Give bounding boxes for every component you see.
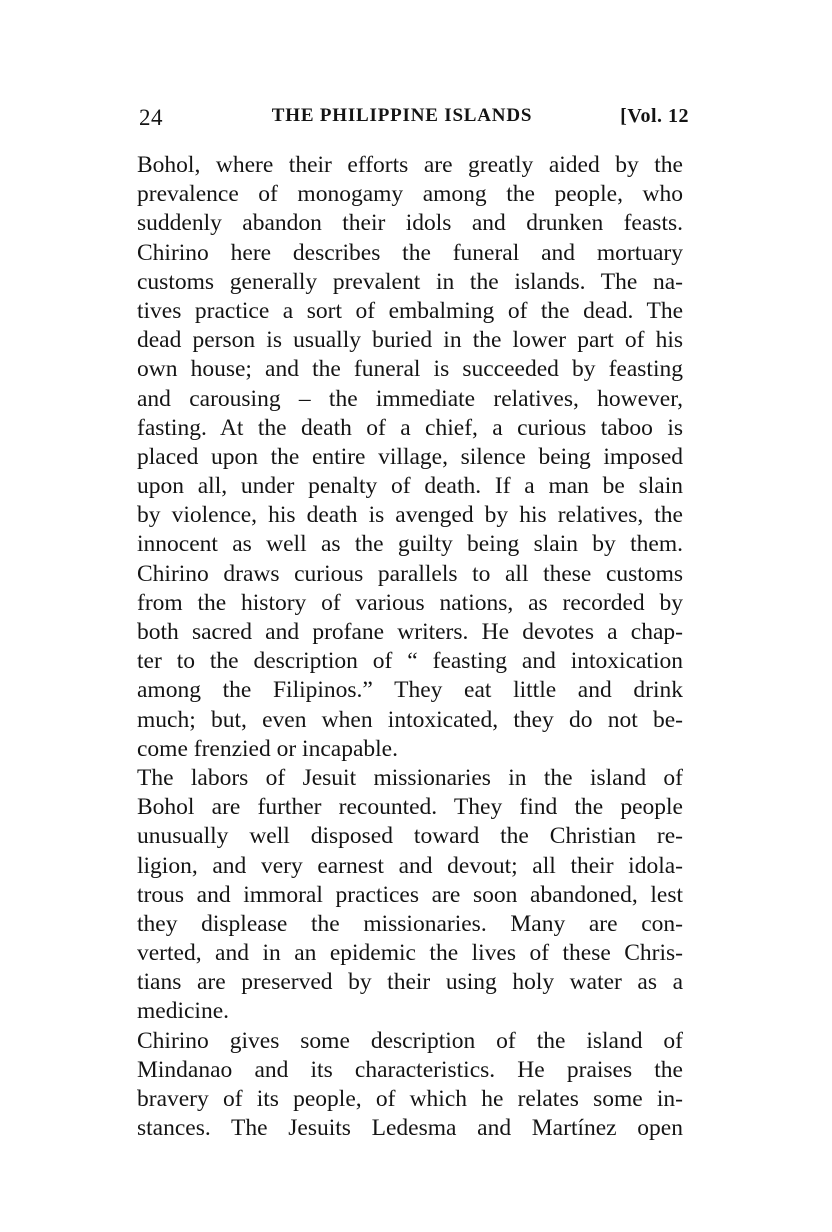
text-line: unusually well disposed toward the Christian re- [137, 823, 683, 850]
text-line: bravery of its people, of which he relates some in- [137, 1086, 683, 1112]
paragraph-3 [137, 764, 683, 1027]
text-line: Bohol are further recounted. They find the people [137, 794, 683, 821]
text-line: customs generally prevalent in the islands. The na- [137, 268, 683, 295]
text-line: dead person is usually buried in the lower part of his [137, 327, 683, 354]
text-line: prevalence of monogamy among the people, who [137, 181, 683, 208]
running-title: THE PHILIPPINE ISLANDS [271, 105, 533, 126]
text-line: come frenzied or incapable. [137, 735, 398, 762]
text-line: stances. The Jesuits Ledesma and Martínez open [137, 1115, 683, 1142]
text-line: suddenly abandon their idols and drunken feasts. [137, 210, 683, 237]
text-line: medicine. [137, 998, 230, 1025]
paragraph-2 [137, 239, 683, 764]
text-line: Chirino draws curious parallels to all these customs [137, 560, 683, 587]
text-line: ter to the description of “ feasting and intoxication [137, 648, 683, 675]
text-line: much; but, even when intoxicated, they do not be- [137, 706, 683, 733]
body-text [137, 151, 683, 1143]
text-line: among the Filipinos.” They eat little and drink [137, 677, 683, 704]
running-head [137, 105, 689, 137]
text-line: from the history of various nations, as recorded by [137, 589, 683, 616]
text-line: and carousing – the immediate relatives, however, [137, 385, 683, 412]
text-line: ligion, and very earnest and devout; all their idola- [137, 852, 683, 879]
text-line: they displease the missionaries. Many are con- [137, 910, 683, 937]
text-line: The labors of Jesuit missionaries in the island of [137, 764, 683, 791]
paragraph-1 [137, 151, 683, 239]
text-line: innocent as well as the guilty being slain by them. [137, 531, 683, 558]
volume-label: [Vol. 12 [620, 105, 689, 127]
text-line: Chirino here describes the funeral and mortuary [137, 239, 683, 266]
paragraph-4 [137, 1027, 683, 1144]
text-line: by violence, his death is avenged by his relatives, the [137, 502, 683, 529]
text-line: both sacred and profane writers. He devotes a chap- [137, 619, 683, 645]
text-line: Chirino gives some description of the island of [137, 1027, 683, 1054]
text-line: trous and immoral practices are soon abandoned, lest [137, 881, 683, 908]
text-line: Bohol, where their efforts are greatly aided by the [137, 152, 683, 178]
text-line: fasting. At the death of a chief, a curious taboo is [137, 414, 683, 441]
text-line: tians are preserved by their using holy water as a [137, 969, 683, 996]
text-line: verted, and in an epidemic the lives of these Chris- [137, 940, 683, 967]
text-line: Mindanao and its characteristics. He praises the [137, 1056, 683, 1083]
text-line: tives practice a sort of embalming of the dead. The [137, 297, 683, 324]
page-number: 24 [139, 105, 163, 130]
text-line: placed upon the entire village, silence being imposed [137, 443, 683, 470]
text-line: upon all, under penalty of death. If a man be slain [137, 473, 683, 500]
text-line: own house; and the funeral is succeeded by feasting [137, 356, 683, 383]
